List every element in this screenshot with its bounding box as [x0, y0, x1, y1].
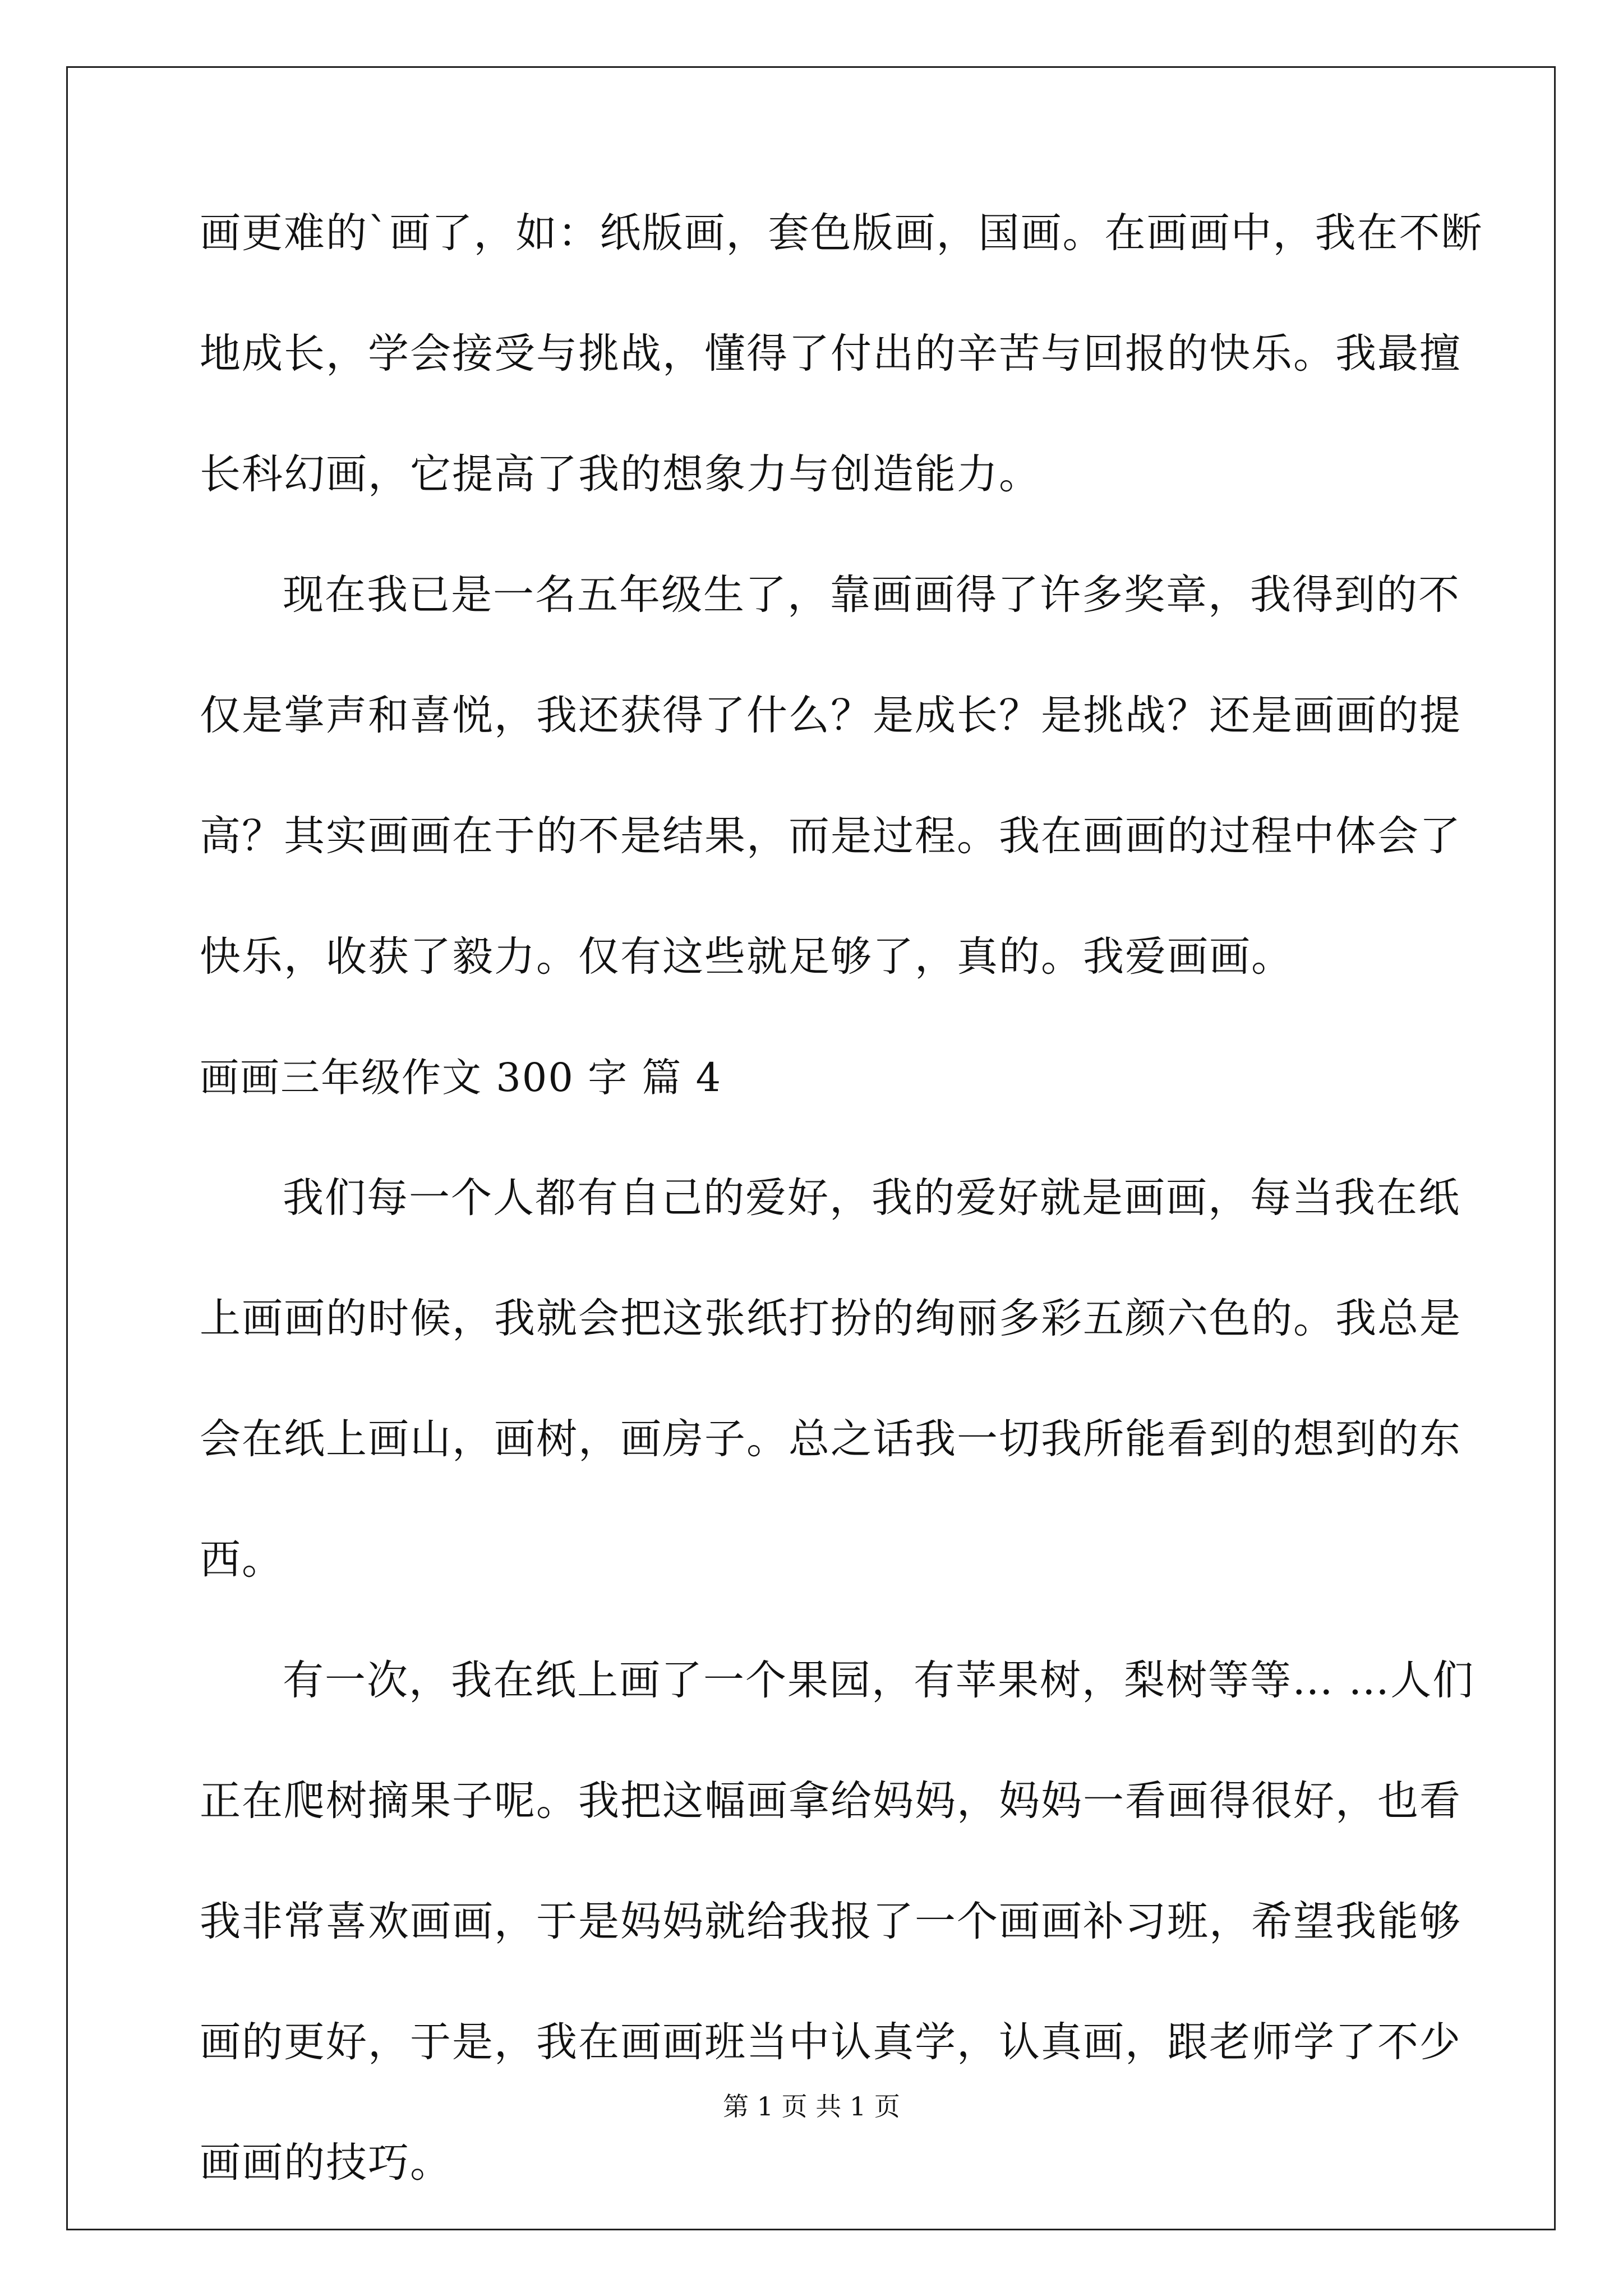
- text-line: 快乐，收获了毅力。仅有这些就足够了，真的。我爱画画。: [200, 933, 1293, 981]
- text-line: 仅是掌声和喜悦，我还获得了什么？是成长？是挑战？还是画画的提: [200, 692, 1461, 739]
- paragraph-first-line: 有一次，我在纸上画了一个果园，有苹果树，梨树等等… …人们: [283, 1657, 1475, 1704]
- text-line: 会在纸上画山，画树，画房子。总之话我一切我所能看到的想到的东: [200, 1415, 1461, 1463]
- text-line: 高？其实画画在于的不是结果，而是过程。我在画画的过程中体会了: [200, 812, 1461, 860]
- paragraph-first-line: 现在我已是一名五年级生了，靠画画得了许多奖章，我得到的不: [283, 571, 1460, 619]
- text-line: 画画的技巧。: [200, 2139, 452, 2187]
- page-footer: 第 1 页 共 1 页: [723, 2091, 900, 2122]
- text-line: 画的更好，于是，我在画画班当中认真学，认真画，跟老师学了不少: [200, 2018, 1461, 2066]
- text-line: 西。: [200, 1536, 284, 1584]
- document-body: [200, 209, 1483, 2187]
- text-line: 地成长，学会接受与挑战，懂得了付出的辛苦与回报的快乐。我最擅: [200, 330, 1461, 378]
- text-line: 正在爬树摘果子呢。我把这幅画拿给妈妈，妈妈一看画得很好，也看: [200, 1777, 1461, 1825]
- text-line: 长科幻画，它提高了我的想象力与创造能力。: [200, 450, 1041, 498]
- text-line: 我非常喜欢画画，于是妈妈就给我报了一个画画补习班，希望我能够: [200, 1898, 1461, 1945]
- text-line: 上画画的时候，我就会把这张纸打扮的绚丽多彩五颜六色的。我总是: [200, 1295, 1461, 1342]
- text-line: 画更难的`画了，如：纸版画，套色版画，国画。在画画中，我在不断: [200, 209, 1483, 257]
- paragraph-first-line: 我们每一个人都有自己的爱好，我的爱好就是画画，每当我在纸: [283, 1174, 1460, 1222]
- section-heading: 画画三年级作文 300 字 篇 4: [200, 1055, 722, 1101]
